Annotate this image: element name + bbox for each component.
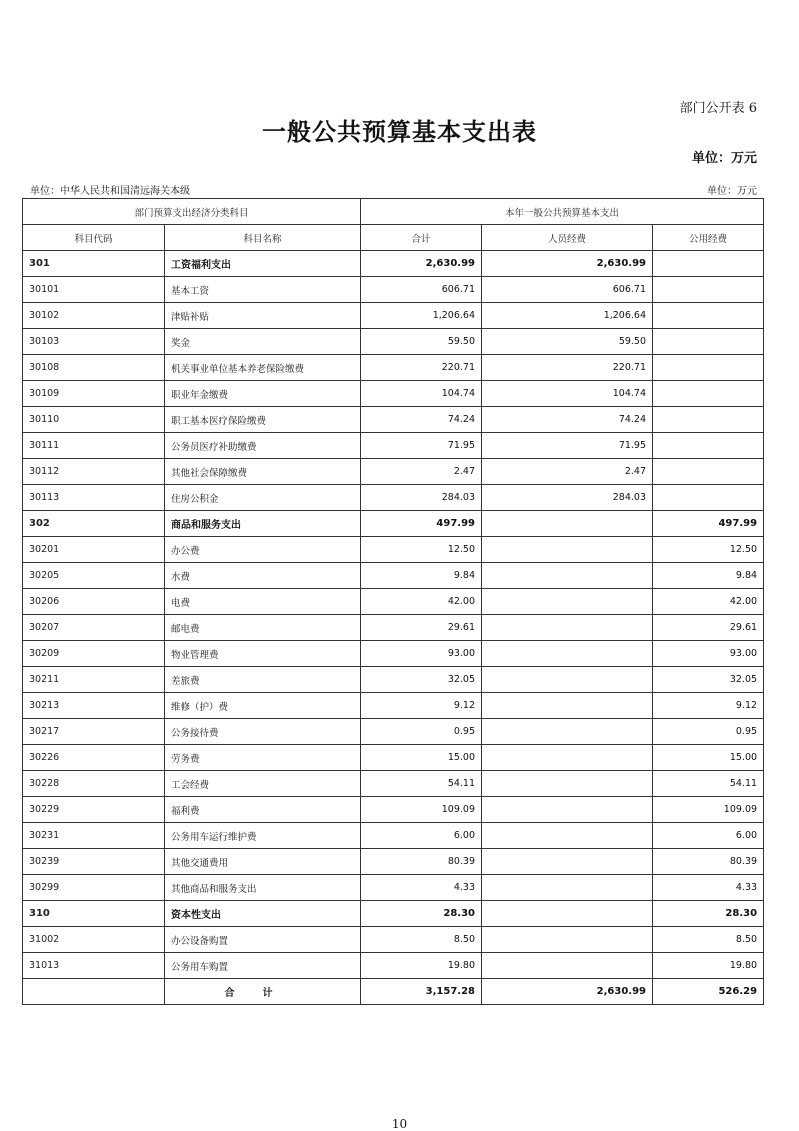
row-total: 2.47 bbox=[361, 459, 482, 485]
row-personnel: 220.71 bbox=[482, 355, 653, 381]
table-row bbox=[23, 251, 764, 277]
row-name: 工会经费 bbox=[165, 771, 361, 797]
row-personnel bbox=[482, 797, 653, 823]
row-code: 30206 bbox=[23, 589, 165, 615]
row-total: 32.05 bbox=[361, 667, 482, 693]
row-total: 8.50 bbox=[361, 927, 482, 953]
row-public: 15.00 bbox=[653, 745, 764, 771]
row-code: 30201 bbox=[23, 537, 165, 563]
row-personnel bbox=[482, 667, 653, 693]
row-total: 0.95 bbox=[361, 719, 482, 745]
row-name: 公务用车运行维护费 bbox=[165, 823, 361, 849]
total-public: 526.29 bbox=[653, 979, 764, 1005]
row-personnel bbox=[482, 771, 653, 797]
header-group-row bbox=[23, 199, 764, 225]
header-column-row bbox=[23, 225, 764, 251]
table-row bbox=[23, 875, 764, 901]
row-name: 其他商品和服务支出 bbox=[165, 875, 361, 901]
row-public: 8.50 bbox=[653, 927, 764, 953]
header-group-classification: 部门预算支出经济分类科目 bbox=[23, 199, 361, 225]
row-personnel bbox=[482, 693, 653, 719]
row-code: 31013 bbox=[23, 953, 165, 979]
row-name: 资本性支出 bbox=[165, 901, 361, 927]
header-group-expenditure: 本年一般公共预算基本支出 bbox=[361, 199, 764, 225]
row-personnel bbox=[482, 511, 653, 537]
row-public: 29.61 bbox=[653, 615, 764, 641]
table-row bbox=[23, 641, 764, 667]
row-code: 30213 bbox=[23, 693, 165, 719]
row-total: 19.80 bbox=[361, 953, 482, 979]
row-total: 42.00 bbox=[361, 589, 482, 615]
row-personnel: 606.71 bbox=[482, 277, 653, 303]
row-personnel bbox=[482, 563, 653, 589]
row-public bbox=[653, 355, 764, 381]
row-name: 公务接待费 bbox=[165, 719, 361, 745]
row-code: 30112 bbox=[23, 459, 165, 485]
row-total: 80.39 bbox=[361, 849, 482, 875]
row-code: 30101 bbox=[23, 277, 165, 303]
header-name: 科目名称 bbox=[165, 225, 361, 251]
total-sum: 3,157.28 bbox=[361, 979, 482, 1005]
table-row bbox=[23, 277, 764, 303]
row-total: 9.12 bbox=[361, 693, 482, 719]
row-public: 9.12 bbox=[653, 693, 764, 719]
row-public: 80.39 bbox=[653, 849, 764, 875]
row-public: 9.84 bbox=[653, 563, 764, 589]
row-name: 津贴补贴 bbox=[165, 303, 361, 329]
row-public bbox=[653, 433, 764, 459]
row-public: 32.05 bbox=[653, 667, 764, 693]
row-personnel bbox=[482, 849, 653, 875]
unit-label-top: 单位：万元 bbox=[691, 151, 757, 166]
row-public bbox=[653, 381, 764, 407]
row-total: 2,630.99 bbox=[361, 251, 482, 277]
table-row bbox=[23, 355, 764, 381]
row-name: 物业管理费 bbox=[165, 641, 361, 667]
row-personnel bbox=[482, 719, 653, 745]
table-row bbox=[23, 797, 764, 823]
row-total: 28.30 bbox=[361, 901, 482, 927]
row-total: 1,206.64 bbox=[361, 303, 482, 329]
total-code bbox=[23, 979, 165, 1005]
page-title: 一般公共预算基本支出表 bbox=[262, 117, 537, 146]
row-personnel: 74.24 bbox=[482, 407, 653, 433]
table-row bbox=[23, 589, 764, 615]
total-row bbox=[23, 979, 764, 1005]
table-row bbox=[23, 485, 764, 511]
table-row bbox=[23, 849, 764, 875]
row-personnel: 1,206.64 bbox=[482, 303, 653, 329]
row-code: 30110 bbox=[23, 407, 165, 433]
table-row bbox=[23, 771, 764, 797]
row-code: 30231 bbox=[23, 823, 165, 849]
header-personnel: 人员经费 bbox=[482, 225, 653, 251]
row-code: 30217 bbox=[23, 719, 165, 745]
row-code: 30229 bbox=[23, 797, 165, 823]
row-code: 310 bbox=[23, 901, 165, 927]
header-public: 公用经费 bbox=[653, 225, 764, 251]
row-code: 30209 bbox=[23, 641, 165, 667]
row-total: 606.71 bbox=[361, 277, 482, 303]
row-name: 职工基本医疗保险缴费 bbox=[165, 407, 361, 433]
row-name: 办公费 bbox=[165, 537, 361, 563]
row-name: 公务用车购置 bbox=[165, 953, 361, 979]
row-personnel bbox=[482, 953, 653, 979]
row-name: 机关事业单位基本养老保险缴费 bbox=[165, 355, 361, 381]
table-row bbox=[23, 693, 764, 719]
row-personnel bbox=[482, 589, 653, 615]
row-total: 9.84 bbox=[361, 563, 482, 589]
row-code: 30211 bbox=[23, 667, 165, 693]
row-public: 6.00 bbox=[653, 823, 764, 849]
row-total: 12.50 bbox=[361, 537, 482, 563]
row-name: 其他交通费用 bbox=[165, 849, 361, 875]
table-row bbox=[23, 953, 764, 979]
header-total: 合计 bbox=[361, 225, 482, 251]
row-code: 30108 bbox=[23, 355, 165, 381]
table-row bbox=[23, 667, 764, 693]
row-public: 93.00 bbox=[653, 641, 764, 667]
row-personnel bbox=[482, 823, 653, 849]
row-code: 30205 bbox=[23, 563, 165, 589]
row-code: 30228 bbox=[23, 771, 165, 797]
row-name: 电费 bbox=[165, 589, 361, 615]
row-personnel bbox=[482, 641, 653, 667]
row-code: 31002 bbox=[23, 927, 165, 953]
total-label: 合计 bbox=[165, 979, 361, 1005]
row-public bbox=[653, 329, 764, 355]
row-total: 29.61 bbox=[361, 615, 482, 641]
row-name: 劳务费 bbox=[165, 745, 361, 771]
table-row bbox=[23, 901, 764, 927]
row-total: 54.11 bbox=[361, 771, 482, 797]
row-name: 商品和服务支出 bbox=[165, 511, 361, 537]
row-code: 30113 bbox=[23, 485, 165, 511]
row-total: 4.33 bbox=[361, 875, 482, 901]
row-total: 93.00 bbox=[361, 641, 482, 667]
row-total: 109.09 bbox=[361, 797, 482, 823]
row-public bbox=[653, 277, 764, 303]
header-code: 科目代码 bbox=[23, 225, 165, 251]
row-personnel: 59.50 bbox=[482, 329, 653, 355]
table-row bbox=[23, 433, 764, 459]
row-code: 30226 bbox=[23, 745, 165, 771]
row-public bbox=[653, 459, 764, 485]
row-name: 奖金 bbox=[165, 329, 361, 355]
row-code: 30207 bbox=[23, 615, 165, 641]
table-row bbox=[23, 407, 764, 433]
row-name: 维修（护）费 bbox=[165, 693, 361, 719]
row-total: 284.03 bbox=[361, 485, 482, 511]
page-number: 10 bbox=[391, 1117, 408, 1131]
form-number: 部门公开表 6 bbox=[679, 101, 757, 116]
row-name: 其他社会保障缴费 bbox=[165, 459, 361, 485]
row-public bbox=[653, 251, 764, 277]
table-row bbox=[23, 511, 764, 537]
row-code: 30111 bbox=[23, 433, 165, 459]
table-row bbox=[23, 719, 764, 745]
row-name: 基本工资 bbox=[165, 277, 361, 303]
row-public: 19.80 bbox=[653, 953, 764, 979]
row-public: 42.00 bbox=[653, 589, 764, 615]
row-code: 301 bbox=[23, 251, 165, 277]
row-total: 71.95 bbox=[361, 433, 482, 459]
row-personnel bbox=[482, 615, 653, 641]
row-public: 54.11 bbox=[653, 771, 764, 797]
row-public: 28.30 bbox=[653, 901, 764, 927]
row-code: 30109 bbox=[23, 381, 165, 407]
row-public: 497.99 bbox=[653, 511, 764, 537]
row-name: 邮电费 bbox=[165, 615, 361, 641]
row-personnel bbox=[482, 537, 653, 563]
row-personnel bbox=[482, 745, 653, 771]
table-row bbox=[23, 823, 764, 849]
row-public: 0.95 bbox=[653, 719, 764, 745]
row-total: 15.00 bbox=[361, 745, 482, 771]
row-personnel: 71.95 bbox=[482, 433, 653, 459]
row-public bbox=[653, 485, 764, 511]
row-personnel bbox=[482, 901, 653, 927]
row-personnel: 2.47 bbox=[482, 459, 653, 485]
row-personnel bbox=[482, 875, 653, 901]
row-code: 30102 bbox=[23, 303, 165, 329]
row-personnel: 104.74 bbox=[482, 381, 653, 407]
table-row bbox=[23, 459, 764, 485]
row-name: 公务员医疗补助缴费 bbox=[165, 433, 361, 459]
row-code: 30103 bbox=[23, 329, 165, 355]
row-name: 工资福利支出 bbox=[165, 251, 361, 277]
table-row bbox=[23, 563, 764, 589]
table-row bbox=[23, 537, 764, 563]
row-total: 59.50 bbox=[361, 329, 482, 355]
row-name: 住房公积金 bbox=[165, 485, 361, 511]
row-name: 福利费 bbox=[165, 797, 361, 823]
row-total: 104.74 bbox=[361, 381, 482, 407]
row-public bbox=[653, 303, 764, 329]
row-total: 220.71 bbox=[361, 355, 482, 381]
organization-label: 单位：中华人民共和国清远海关本级 bbox=[30, 186, 190, 197]
row-public bbox=[653, 407, 764, 433]
row-code: 302 bbox=[23, 511, 165, 537]
row-public: 109.09 bbox=[653, 797, 764, 823]
row-name: 职业年金缴费 bbox=[165, 381, 361, 407]
budget-table bbox=[22, 198, 764, 1005]
row-personnel: 284.03 bbox=[482, 485, 653, 511]
row-public: 4.33 bbox=[653, 875, 764, 901]
row-name: 办公设备购置 bbox=[165, 927, 361, 953]
table-row bbox=[23, 303, 764, 329]
row-total: 74.24 bbox=[361, 407, 482, 433]
table-row bbox=[23, 927, 764, 953]
table-row bbox=[23, 615, 764, 641]
row-personnel bbox=[482, 927, 653, 953]
row-code: 30299 bbox=[23, 875, 165, 901]
row-public: 12.50 bbox=[653, 537, 764, 563]
total-personnel: 2,630.99 bbox=[482, 979, 653, 1005]
row-total: 6.00 bbox=[361, 823, 482, 849]
row-code: 30239 bbox=[23, 849, 165, 875]
row-personnel: 2,630.99 bbox=[482, 251, 653, 277]
row-name: 水费 bbox=[165, 563, 361, 589]
unit-label-table: 单位：万元 bbox=[707, 186, 757, 197]
table-row bbox=[23, 329, 764, 355]
table-row bbox=[23, 745, 764, 771]
row-total: 497.99 bbox=[361, 511, 482, 537]
table-row bbox=[23, 381, 764, 407]
row-name: 差旅费 bbox=[165, 667, 361, 693]
